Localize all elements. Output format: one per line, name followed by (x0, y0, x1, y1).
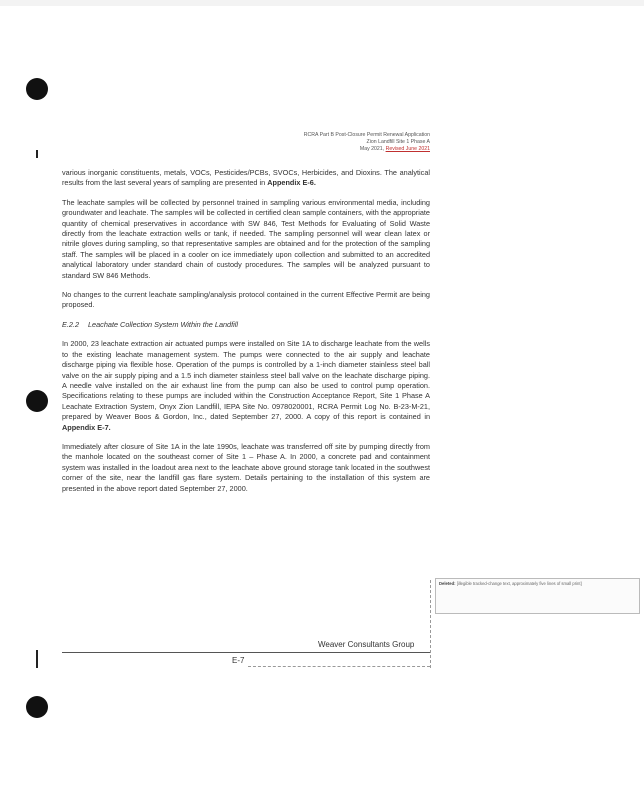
paragraph-extraction-pumps (62, 339, 430, 433)
section-number: E.2.2 (62, 319, 80, 329)
section-heading (62, 320, 430, 330)
header-revised-date: Revised June 2021 (385, 146, 430, 152)
comment-connector-vertical (430, 580, 431, 668)
header-line-3 (304, 146, 430, 153)
paragraph-sampling-procedure: The leachate samples will be collected by personnel trained in sampling various environmental media, including groundwater and leachate. The samples will be collected in certified clean sample containers, with the appropriate quantity of chemical preservatives in accordance with SW 846, Test Methods for Evaluating of Solid Waste directly from the leachate extraction wells or tank, if needed. The sampling personnel will wear clean latex or nitrile gloves during sampling, so that representative samples are obtained and for the protection of the sampling staff. The samples will be placed in a cooler on ice immediately upon collection and submitted to an accredited analytical laboratory under standard chain of custody procedures. The samples will be analyzed pursuant to standard SW 846 Methods. (62, 197, 430, 280)
paragraph-text: In 2000, 23 leachate extraction air actuated pumps were installed on Site 1A to discharge leachate from the wells to the existing leachate management system. The pumps were connected to the air supply and leachate discharge piping via flexible hose. Operation of the pumps is controlled by a 1-inch diameter stainless steel ball valve on the air supply piping and a 1.5 inch diameter stainless steel ball valve on the leachate discharge piping. A needle valve installed on the air exhaust line from the pump can also be used to control pump operation. Specifications relating to these pumps are included within the Construction Acceptance Report, Site 1 Phase A Leachate Extraction System, Onyx Zion Landfill, IEPA Site No. 0978020001, RCRA Permit Log No. B-23-M-21, prepared by Weaver Boos & Gordon, Inc., dated September 27, 2000. A copy of this report is contained in (62, 339, 430, 422)
footer-organization: Weaver Consultants Group (318, 640, 415, 649)
margin-mark-bottom (36, 650, 38, 668)
margin-mark-top (36, 150, 38, 158)
header-date: May 2021, (359, 146, 385, 152)
deleted-label: Deleted: (439, 581, 456, 586)
paragraph-text: various inorganic constituents, metals, VOCs, Pesticides/PCBs, SVOCs, Herbicides, and Dioxins. The analytical results from the last several years of sampling are presented in (62, 168, 430, 188)
section-title: Leachate Collection System Within the Landfill (88, 319, 239, 329)
binder-hole-middle (26, 390, 48, 412)
header-line-2: Zion Landfill Site 1 Phase A (366, 139, 430, 145)
deleted-text: [illegible tracked-change text, approximately five lines of small print] (455, 581, 582, 586)
appendix-reference: Appendix E-7. (62, 422, 111, 432)
binder-hole-bottom (26, 696, 48, 718)
footer-rule (62, 652, 430, 653)
paragraph-analytical-results (62, 168, 430, 189)
appendix-reference: Appendix E-6. (267, 178, 316, 188)
running-header (304, 132, 430, 153)
page-number: E-7 (232, 656, 245, 665)
binder-hole-top (26, 78, 48, 100)
comment-connector-horizontal (248, 666, 430, 667)
tracked-change-balloon[interactable] (435, 578, 640, 614)
header-line-1: RCRA Part B Post-Closure Permit Renewal Application (303, 132, 430, 138)
top-edge-band (0, 0, 644, 6)
paragraph-no-changes: No changes to the current leachate sampling/analysis protocol contained in the current Effective Permit are being proposed. (62, 290, 430, 310)
document-body (62, 168, 430, 503)
paragraph-leachate-transfer: Immediately after closure of Site 1A in the late 1990s, leachate was transferred off site by pumping directly from the manhole located on the southeast corner of Site 1 – Phase A. In 2000, a concrete pad and containment system was installed in the loadout area next to the leachate above ground storage tank located in the southwest corner of the site, near the landfill gas flare system. Details pertaining to the installation of this system are presented in the above report dated September 27, 2000. (62, 441, 430, 493)
